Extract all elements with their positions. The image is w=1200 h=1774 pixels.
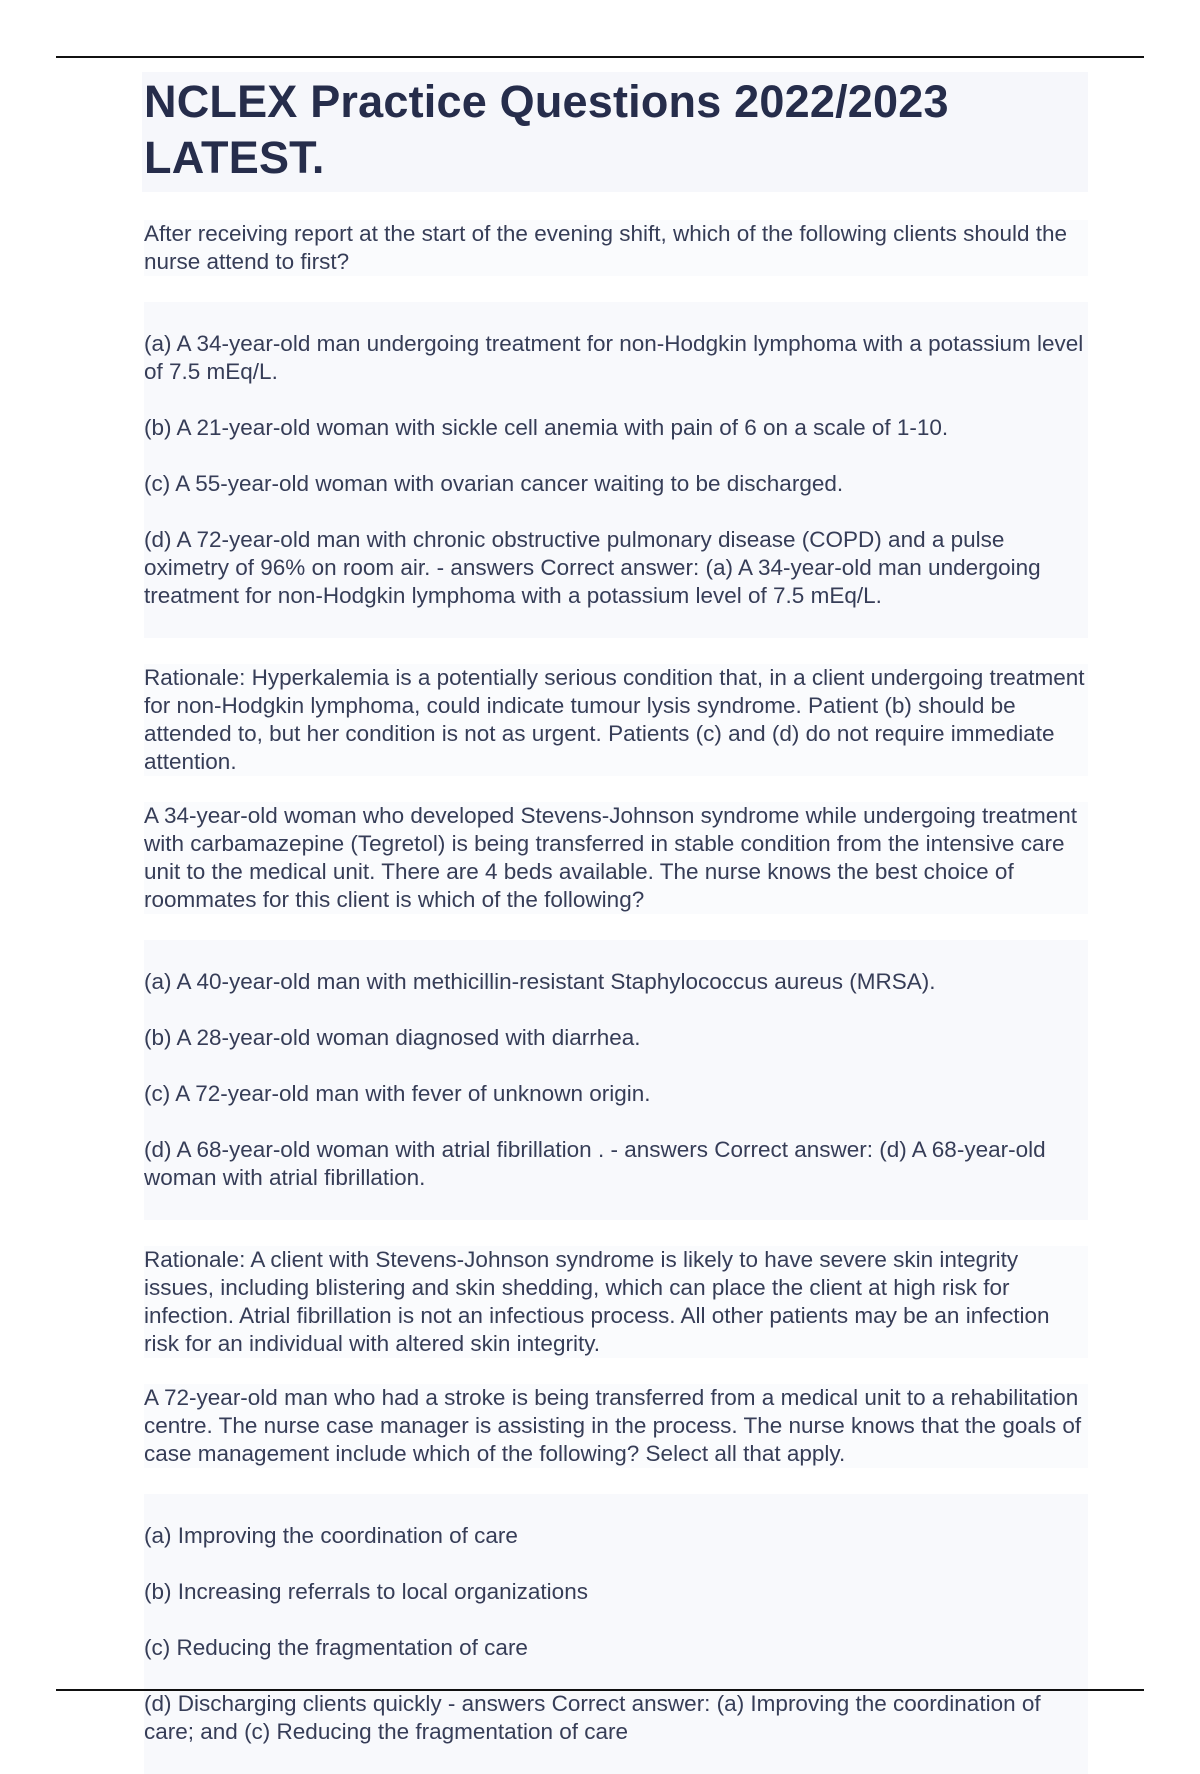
question-2-stem: A 34-year-old woman who developed Stevens-Johnson syndrome while undergoing treatment with carbamazepine (Tegretol) is being transferred in stable condition from the intensive care unit to the medical unit. There are 4 beds available. The nurse knows the best choice of roommates for this client is which of the following?: [144, 802, 1088, 914]
question-3-option-d-answer: (d) Discharging clients quickly - answers Correct answer: (a) Improving the coordination of care; and (c) Reducing the fragmentation of care: [144, 1691, 1041, 1744]
question-3-option-c: (c) Reducing the fragmentation of care: [144, 1635, 528, 1660]
question-3-stem: A 72-year-old man who had a stroke is being transferred from a medical unit to a rehabilitation centre. The nurse case manager is assisting in the process. The nurse knows that the goals of case management include which of the following? Select all that apply.: [144, 1384, 1088, 1468]
question-3-options: [144, 1494, 1088, 1774]
question-1-stem: After receiving report at the start of the evening shift, which of the following clients should the nurse attend to first?: [144, 220, 1088, 276]
question-1-rationale: Rationale: Hyperkalemia is a potentially serious condition that, in a client undergoing treatment for non-Hodgkin lymphoma, could indicate tumour lysis syndrome. Patient (b) should be attended to, but her condition is not as urgent. Patients (c) and (d) do not require immediate attention.: [144, 664, 1088, 776]
title-block: [142, 72, 1088, 192]
question-2-option-d-answer: (d) A 68-year-old woman with atrial fibrillation . - answers Correct answer: (d) A 68-year-old woman with atrial fibrillation.: [144, 1137, 1046, 1190]
question-2-option-b: (b) A 28-year-old woman diagnosed with diarrhea.: [144, 1025, 641, 1050]
question-2-options: [144, 940, 1088, 1220]
page-title: NCLEX Practice Questions 2022/2023 LATEST.: [144, 76, 949, 183]
question-1-option-b: (b) A 21-year-old woman with sickle cell anemia with pain of 6 on a scale of 1-10.: [144, 415, 949, 440]
question-2-rationale: Rationale: A client with Stevens-Johnson syndrome is likely to have severe skin integrity issues, including blistering and skin shedding, which can place the client at high risk for infection. Atrial fibrillation is not an infectious process. All other patients may be an infection risk for an individual with altered skin integrity.: [144, 1246, 1088, 1358]
bottom-rule: [56, 1689, 1144, 1691]
question-1-options: [144, 302, 1088, 638]
question-3-option-b: (b) Increasing referrals to local organizations: [144, 1579, 588, 1604]
top-rule: [56, 56, 1144, 58]
question-2-option-c: (c) A 72-year-old man with fever of unknown origin.: [144, 1081, 651, 1106]
document-body: [144, 72, 1088, 1774]
question-1-option-a: (a) A 34-year-old man undergoing treatment for non-Hodgkin lymphoma with a potassium level of 7.5 mEq/L.: [144, 331, 1084, 384]
question-1-option-c: (c) A 55-year-old woman with ovarian cancer waiting to be discharged.: [144, 471, 844, 496]
question-1-option-d-answer: (d) A 72-year-old man with chronic obstructive pulmonary disease (COPD) and a pulse oximetry of 96% on room air. - answers Correct answer: (a) A 34-year-old man undergoing treatment for non-Hodgkin lymphoma with a potassium level of 7.5 mEq/L.: [144, 527, 1041, 608]
question-3-option-a: (a) Improving the coordination of care: [144, 1523, 518, 1548]
question-2-option-a: (a) A 40-year-old man with methicillin-resistant Staphylococcus aureus (MRSA).: [144, 969, 936, 994]
